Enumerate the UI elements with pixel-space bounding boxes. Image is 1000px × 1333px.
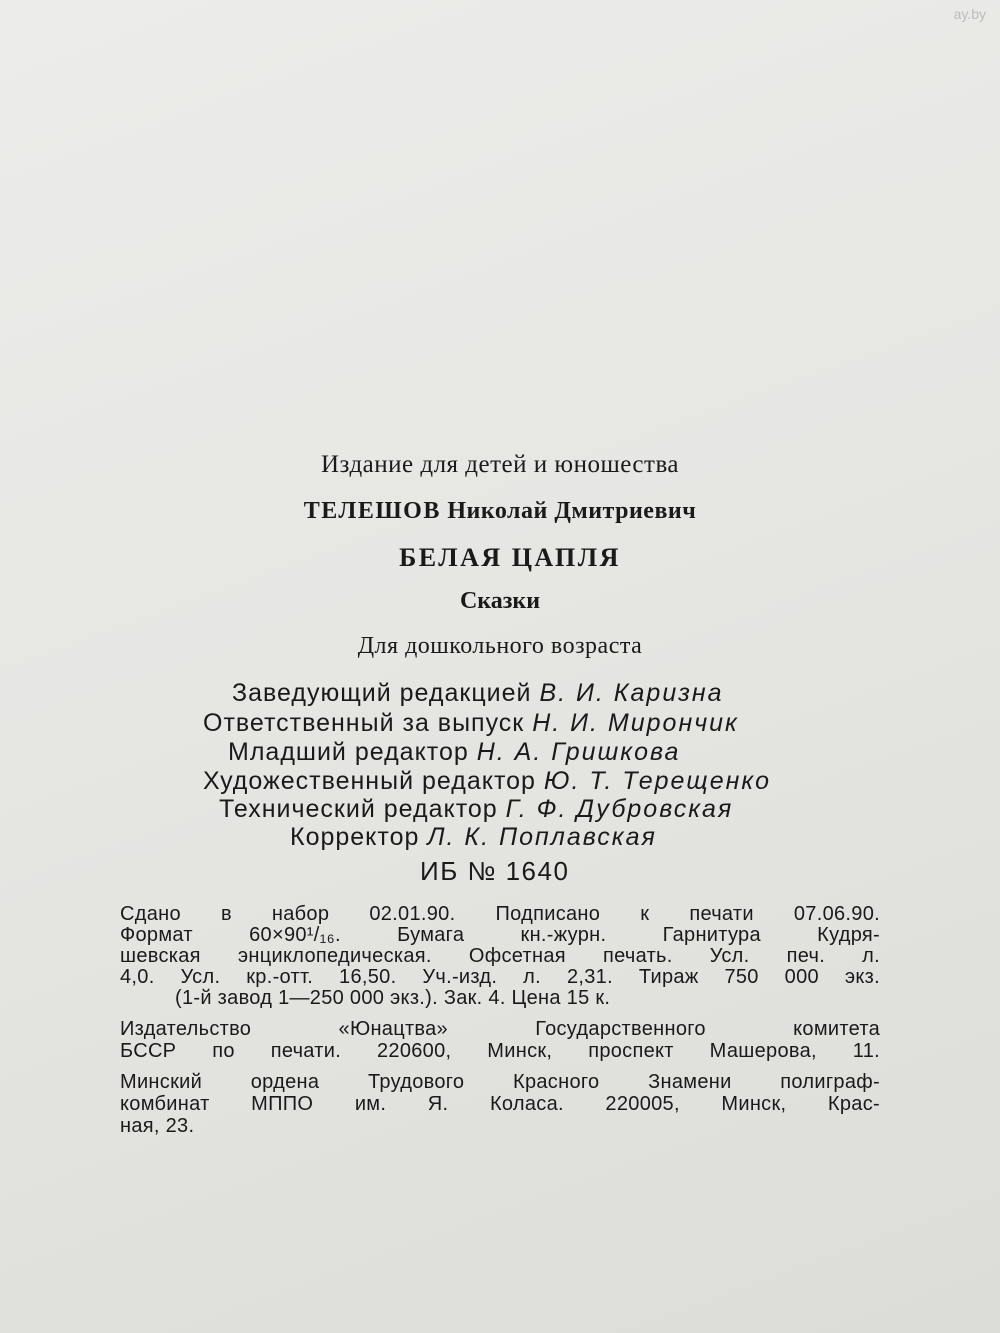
credit-role: Технический редактор (219, 795, 498, 823)
spec-line: Сдано в набор 02.01.90. Подписано к печати 07.06.90. (120, 903, 880, 925)
audience-line: Издание для детей и юношества (320, 451, 680, 478)
publisher-line: Издательство «Юнацтва» Государственного комитета (120, 1018, 880, 1040)
credit-role: Ответственный за выпуск (203, 709, 525, 737)
printer-line: Минский ордена Трудового Красного Знамени полиграф- (120, 1071, 880, 1093)
author-surname: ТЕЛЕШОВ (303, 498, 441, 524)
author-line (0, 499, 1000, 523)
spec-line: Формат 60×90¹/₁₆. Бумага кн.-журн. Гарнитура Кудря- (120, 924, 880, 946)
spec-line: (1-й завод 1—250 000 экз.). Зак. 4. Цена 15 к. (175, 987, 611, 1009)
credit-line (219, 797, 733, 822)
credit-person: В. И. Каризна (539, 679, 724, 707)
printer-line: комбинат МППО им. Я. Коласа. 220005, Минск, Крас- (120, 1093, 880, 1115)
credit-line (290, 825, 657, 850)
spec-line: шевская энциклопедическая. Офсетная печать. Усл. печ. л. (120, 945, 880, 967)
credit-line (228, 740, 680, 765)
credit-role: Заведующий редакцией (232, 679, 532, 707)
credit-person: Н. А. Гришкова (476, 738, 681, 766)
ib-number: ИБ № 1640 (420, 856, 570, 886)
book-title: БЕЛАЯ ЦАПЛЯ (399, 543, 621, 572)
genre-line: Сказки (459, 588, 541, 614)
credit-line (203, 769, 771, 794)
credit-person: Н. И. Мирончик (532, 709, 739, 737)
printer-line: ная, 23. (120, 1115, 195, 1137)
age-group-line: Для дошкольного возраста (357, 633, 643, 659)
author-name: Николай Дмитриевич (447, 498, 697, 524)
credit-line (203, 711, 739, 736)
credit-role: Художественный редактор (203, 767, 536, 795)
publisher-line: БССР по печати. 220600, Минск, проспект Машерова, 11. (120, 1040, 880, 1062)
credit-role: Младший редактор (228, 738, 469, 766)
credit-person: Л. К. Поплавская (427, 823, 657, 851)
watermark-text: ay.by (953, 6, 986, 22)
credit-person: Г. Ф. Дубровская (505, 795, 734, 823)
credit-line (232, 681, 724, 706)
credit-role: Корректор (290, 823, 420, 851)
spec-line: 4,0. Усл. кр.-отт. 16,50. Уч.-изд. л. 2,31. Тираж 750 000 экз. (120, 966, 880, 988)
credit-person: Ю. Т. Терещенко (543, 767, 772, 795)
